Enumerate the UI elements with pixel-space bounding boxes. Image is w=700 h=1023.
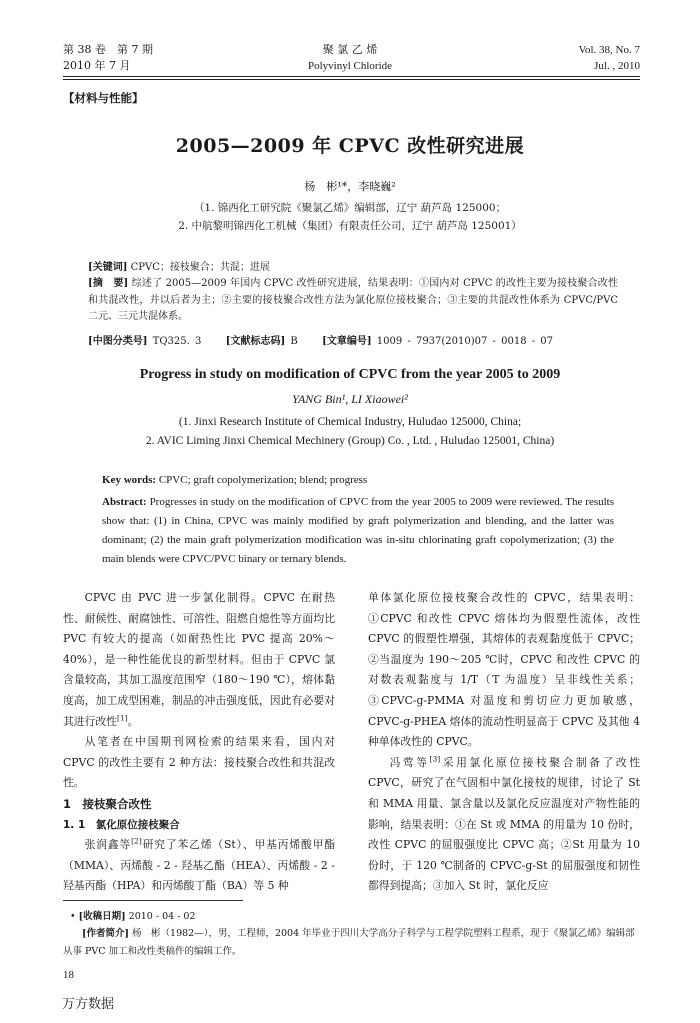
citation-ref: [2]: [131, 836, 142, 846]
body-text: 张润鑫等: [84, 838, 132, 852]
citation-ref: [1]: [116, 712, 128, 722]
received-date-note: • [收稿日期] 2010 - 04 - 02: [70, 911, 196, 922]
article-title-en: Progress in study on modification of CPVC from the year 2005 to 2009: [139, 367, 561, 382]
body-text: 研究了苯乙烯（St）、甲基丙烯酸甲酯（MMA）、丙烯酸 - 2 - 羟基乙酯（HEA）、丙烯酸 - 2 - 羟基丙酯（HPA）和丙烯酸丁酯（BA）等 5 种: [63, 838, 335, 893]
affiliation-en-1: (1. Jinxi Research Institute of Chemical Industry, Huludao 125000, China;: [178, 416, 522, 428]
abstract-en: [102, 493, 614, 569]
footnote-rule: [63, 900, 243, 901]
body-text: CPVC 由 PVC 进一步氯化制得。CPVC 在耐热性、耐候性、耐腐蚀性、可溶性、阻燃自熄性等方面均比 PVC 有较大的提高（如耐热性比 PVC 提高 20%～40%），是一种性能优良的新型材料。但由于 CPVC 氯含量较高，其加工温度范围窄（180～190 ℃），熔体黏度高，加工成型困难，制品的冲击强度低，因此有必要对其进行改性: [63, 591, 335, 728]
keywords-cn-label: [关键词]: [88, 262, 128, 273]
body-column-left: [63, 588, 335, 897]
body-text: 。: [127, 714, 139, 728]
journal-name-cn: 聚 氯 乙 烯: [322, 43, 378, 56]
article-no-value: 1009 - 7937(2010)07 - 0018 - 07: [376, 336, 554, 347]
watermark: 万方数据: [62, 997, 115, 1012]
authors-en: YANG Bin¹, LI Xiaowei²: [292, 392, 408, 406]
header-rule-thin: [63, 79, 640, 80]
issue-date: 2010 年 7 月: [63, 59, 131, 72]
doc-code-value: B: [290, 336, 298, 347]
affiliation-cn-2: 2. 中航黎明锦西化工机械（集团）有限责任公司，辽宁 葫芦岛 125001）: [178, 220, 522, 232]
citation-ref: [3]: [429, 754, 441, 764]
header-rule-thick: [63, 76, 640, 77]
body-paragraph: [63, 588, 335, 732]
keywords-en-text: CPVC; graft copolymerization; blend; progress: [158, 474, 368, 486]
body-paragraph: 从笔者在中国期刊网检索的结果来看，国内对 CPVC 的改性主要有 2 种方法：接枝聚合改性和共混改性。: [63, 735, 335, 790]
vol-no-en: Vol. 38, No. 7: [578, 44, 640, 56]
date-en: Jul. , 2010: [594, 60, 640, 72]
affiliation-cn-1: （1. 锦西化工研究院《聚氯乙烯》编辑部，辽宁 葫芦岛 125000；: [193, 202, 507, 214]
section-tag: 【材料与性能】: [63, 91, 144, 105]
author-bio-text: 杨 彬（1982—），男，工程师，2004 年毕业于四川大学高分子科学与工程学院塑料工程系，现于《聚氯乙烯》编辑部从事 PVC 加工和改性类稿件的编辑工作。: [63, 928, 635, 957]
author-bio-note: [63, 925, 641, 961]
article-no-label: [文章编号]: [322, 336, 372, 347]
body-column-right: [368, 588, 640, 897]
doc-code-label: [文献标志码]: [225, 336, 286, 347]
running-header-right: [578, 42, 640, 74]
abstract-cn-label: [摘 要]: [88, 278, 129, 289]
page-number: 18: [63, 969, 74, 981]
section-heading: 1 接枝聚合改性: [63, 796, 152, 811]
volume-issue: 第 38 卷 第 7 期: [63, 43, 153, 56]
keywords-cn: [88, 258, 270, 273]
subsection-heading: 1. 1 氯化原位接枝聚合: [63, 818, 180, 831]
body-paragraph: 单体氯化原位接枝聚合改性的 CPVC，结果表明：①CPVC 和改性 CPVC 熔体均为假塑性流体，改性 CPVC 的假塑性增强，其熔体的表观黏度低于 CPVC；②当温度为 190～205 ℃时，CPVC 和改性 CPVC 的对数表观黏度与 1/T（T 为温度）呈非线性关系；③CPVC-g-PMMA 对温度和剪切应力更加敏感，CPVC-g-PHEA 熔体的流动性明显高于 CPVC 及其他 4 种单体改性的 CPVC。: [368, 591, 640, 749]
classification-cn: [88, 332, 553, 347]
authors-cn: 杨 彬¹*，李晓巍²: [304, 180, 396, 193]
keywords-en-label: Key words:: [102, 474, 157, 486]
body-text: 冯莺等: [389, 755, 430, 769]
body-text: 采用氯化原位接枝聚合制备了改性 CPVC，研究了在气固相中氯化接枝的规律，讨论了 St 和 MMA 用量、氯含量以及氯化反应温度对产物性能的影响，结果表明：①在 St 或 MMA 的用量为 10 份时，改性 CPVC 的屈服强度比 CPVC 高；②St 用量为 10 份时，于 120 ℃制备的 CPVC-g-St 的屈服强度和韧性都得到提高；③加入 St 时，氯化反应: [368, 755, 641, 893]
received-label: [收稿日期]: [78, 911, 126, 922]
article-title-cn: 2005—2009 年 CPVC 改性研究进展: [175, 135, 525, 157]
body-paragraph: [368, 753, 640, 897]
keywords-en: [102, 474, 367, 486]
abstract-en-text: Progresses in study on the modification of CPVC from the year 2005 to 2009 were reviewed. The results show that: (1) in China, CPVC was mainly modified by graft polymerization and blending, and the latter was dominant; (2) the main graft polymerization modification was in-situ chlorinating graft copolymerization; (3) the main blends were CPVC/PVC binary or ternary blends.: [102, 496, 614, 565]
affiliation-en-2: 2. AVIC Liming Jinxi Chemical Mechinery (Group) Co. , Ltd. , Huludao 125001, China): [145, 435, 555, 447]
journal-name-en: Polyvinyl Chloride: [307, 60, 393, 72]
body-paragraph: [63, 835, 335, 897]
clc-label: [中图分类号]: [88, 336, 148, 347]
abstract-cn: [88, 276, 618, 326]
abstract-cn-text: 综述了 2005—2009 年国内 CPVC 改性研究进展，结果表明：①国内对 CPVC 的改性主要为接枝聚合改性和共混改性，并以后者为主；②主要的接枝聚合改性方法为氯化原位接枝聚合；③主要的共混改性体系为 CPVC/PVC 二元、三元共混体系。: [88, 278, 619, 322]
author-bio-label: [作者简介]: [82, 928, 129, 939]
abstract-en-label: Abstract:: [102, 496, 147, 508]
keywords-cn-text: CPVC；接枝聚合；共混；进展: [130, 262, 270, 273]
clc-value: TQ325. 3: [152, 336, 202, 347]
received-value: 2010 - 04 - 02: [128, 911, 196, 922]
